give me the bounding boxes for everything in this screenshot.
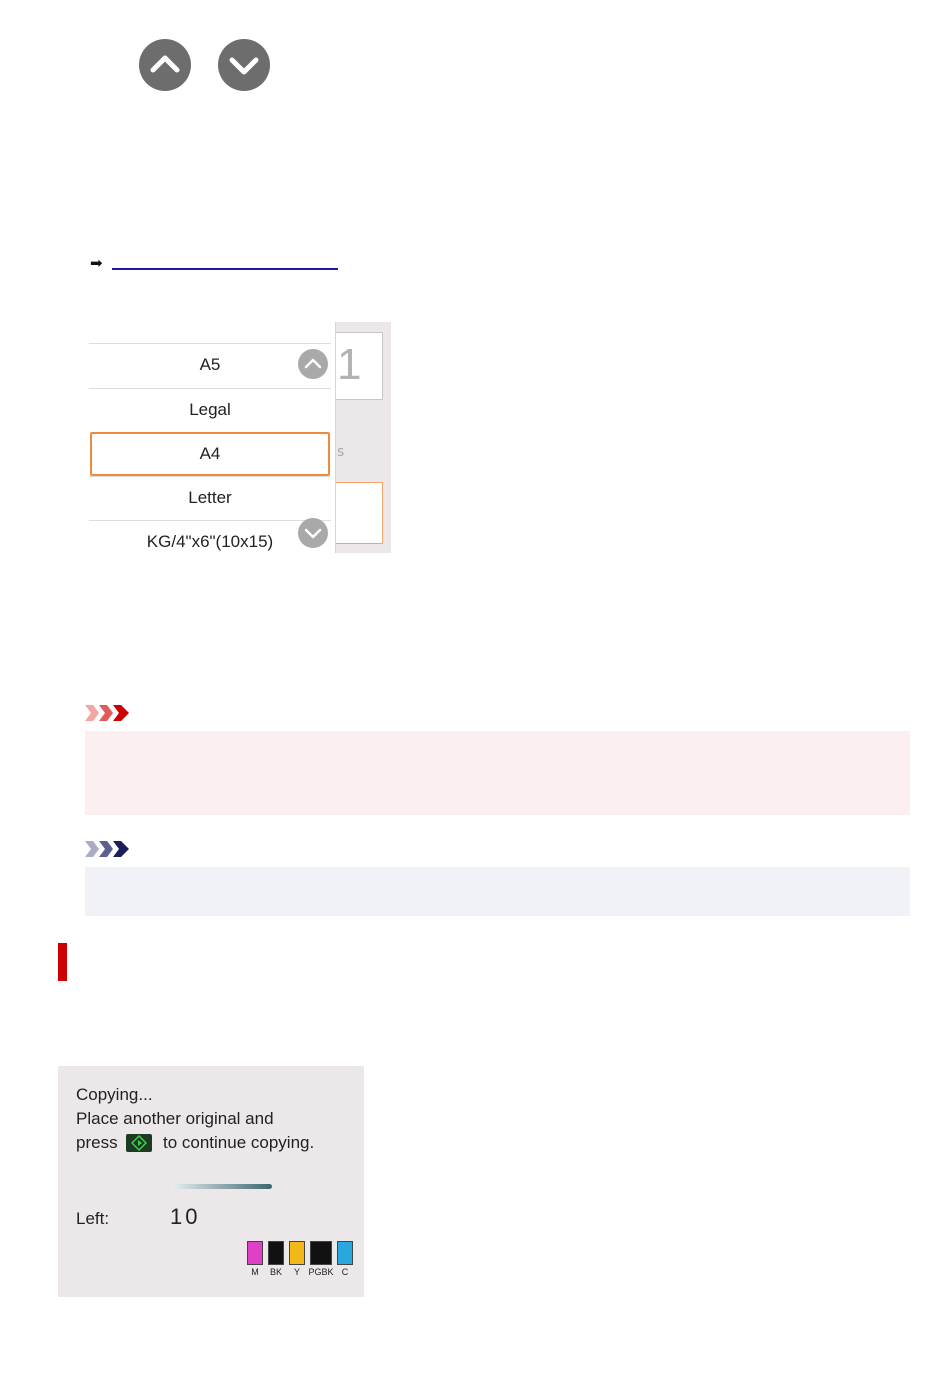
arrow-right-icon: ➡ (90, 254, 103, 272)
ink-pgbk (310, 1241, 332, 1265)
list-scroll-down-button[interactable] (298, 518, 328, 548)
background-label: s (337, 444, 345, 460)
list-item[interactable]: KG/4"x6"(10x15) (89, 520, 331, 553)
instruction-press: press (76, 1133, 118, 1152)
status-text: Copying... (76, 1085, 153, 1104)
ink-black (268, 1241, 284, 1265)
background-field (335, 482, 383, 544)
left-label: Left: (76, 1209, 110, 1228)
chevron-down-icon (218, 39, 270, 91)
section-heading-marker (58, 943, 67, 981)
start-button-icon (126, 1134, 152, 1152)
chevron-up-icon (139, 39, 191, 91)
list-scroll-up-button[interactable] (298, 349, 328, 379)
paper-size-panel (85, 322, 391, 553)
remaining-count: 10 (170, 1204, 201, 1229)
copies-digit: 1 (337, 340, 362, 389)
list-item-selected[interactable]: A4 (90, 432, 330, 476)
instruction-continue: to continue copying. (163, 1133, 315, 1152)
ink-magenta (247, 1241, 263, 1265)
ink-label: M (251, 1267, 259, 1277)
list-item[interactable]: Legal (89, 388, 331, 431)
note-icon (85, 840, 131, 858)
caution-box (85, 731, 910, 815)
copying-screen (58, 1066, 364, 1297)
caution-icon (85, 704, 131, 722)
link-underline (112, 268, 338, 270)
list-item[interactable]: Letter (89, 476, 331, 519)
chevron-up-icon (298, 349, 328, 379)
progress-bar (172, 1184, 272, 1189)
scroll-down-button[interactable] (218, 39, 270, 91)
ink-label: PGBK (308, 1267, 334, 1277)
list-item[interactable]: A5 (89, 343, 331, 386)
scroll-up-button[interactable] (139, 39, 191, 91)
chevron-down-icon (298, 518, 328, 548)
note-box (85, 867, 910, 916)
instruction-text: Place another original and (76, 1109, 274, 1128)
ink-cyan (337, 1241, 353, 1265)
ink-yellow (289, 1241, 305, 1265)
ink-label: Y (293, 1267, 300, 1277)
ink-label: C (341, 1267, 349, 1277)
reference-link[interactable] (90, 254, 338, 272)
paper-size-list (85, 322, 336, 553)
ink-label: BK (269, 1267, 282, 1277)
